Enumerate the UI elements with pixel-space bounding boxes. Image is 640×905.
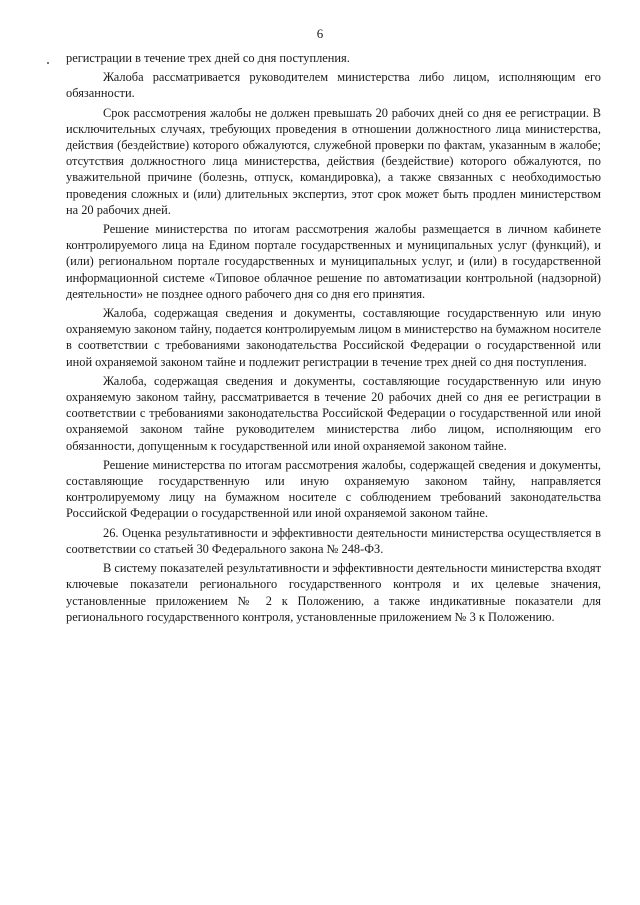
paragraph-secret-complaint-review: Жалоба, содержащая сведения и документы, составляющие государственную или иную охраняемую законом тайну, рассматривается в течение 20 рабочих дней со дня ее регистрации в соответствии с требованиями законодательства Российской Федерации о государственной или иной охраняемой законом тайне руководителем министерства либо лицом, исполняющим его обязанности, допущенным к государственной или иной охраняемой законом тайне.	[66, 373, 601, 453]
paragraph-complaint-reviewer: Жалоба рассматривается руководителем министерства либо лицом, исполняющим его обязанности.	[66, 70, 601, 101]
paragraph-secret-decision-delivery: Решение министерства по итогам рассмотрения жалобы, содержащей сведения и документы, составляющие государственную или иную охраняемую законом тайну, направляется контролируемому лицу на бумажном носителе с соблюдением требований законодательства Российской Федерации о государственной или иной охраняемой законом тайне.	[66, 457, 601, 521]
paragraph-continuation: регистрации в течение трех дней со дня поступления.	[66, 51, 350, 65]
paragraph-decision-publication: Решение министерства по итогам рассмотрения жалобы размещается в личном кабинете контролируемого лица на Едином портале государственных и муниципальных услуг (функций), и (или) региональном портале государственных и муниципальных услуг, и (или) в государственной информационной системе «Типовое облачное решение по автоматизации контрольной (надзорной) деятельности» не позднее одного рабочего дня со дня его принятия.	[66, 222, 601, 301]
paragraph-indicators: В систему показателей результативности и эффективности деятельности министерства входят ключевые показатели регионального государственного контроля и их целевые значения, установленные приложением № 2 к Положению, а также индикативные показатели для регионального государственного контроля, установленные приложением № 3 к Положению.	[66, 561, 601, 624]
scan-speck	[47, 62, 49, 64]
paragraph-review-term: Срок рассмотрения жалобы не должен превышать 20 рабочих дней со дня ее регистрации. В исключительных случаях, требующих проведения в отношении должностного лица министерства, действия (бездействие) которого обжалуются, служебной проверки по фактам, указанным в жалобе; отсутствия должностного лица министерства, действия (бездействие) которого обжалуются, по уважительной причине (болезнь, отпуск, командировка), а также связанных с необходимостью проведения сложных и (или) длительных экспертиз, этот срок может быть продлен министерством на 20 рабочих дней.	[66, 105, 601, 217]
document-body	[66, 50, 601, 628]
page-number: 6	[316, 26, 324, 41]
paragraph-secret-complaint-filing: Жалоба, содержащая сведения и документы, составляющие государственную или иную охраняемую законом тайну, подается контролируемым лицом в министерство на бумажном носителе в соответствии с требованиями законодательства Российской Федерации о государственной или иной охраняемой законом тайне и подлежит регистрации в течение трех дней со дня поступления.	[66, 306, 601, 369]
paragraph-section-26: 26. Оценка результативности и эффективности деятельности министерства осуществляется в соответствии со статьей 30 Федерального закона № 248-ФЗ.	[66, 525, 601, 556]
